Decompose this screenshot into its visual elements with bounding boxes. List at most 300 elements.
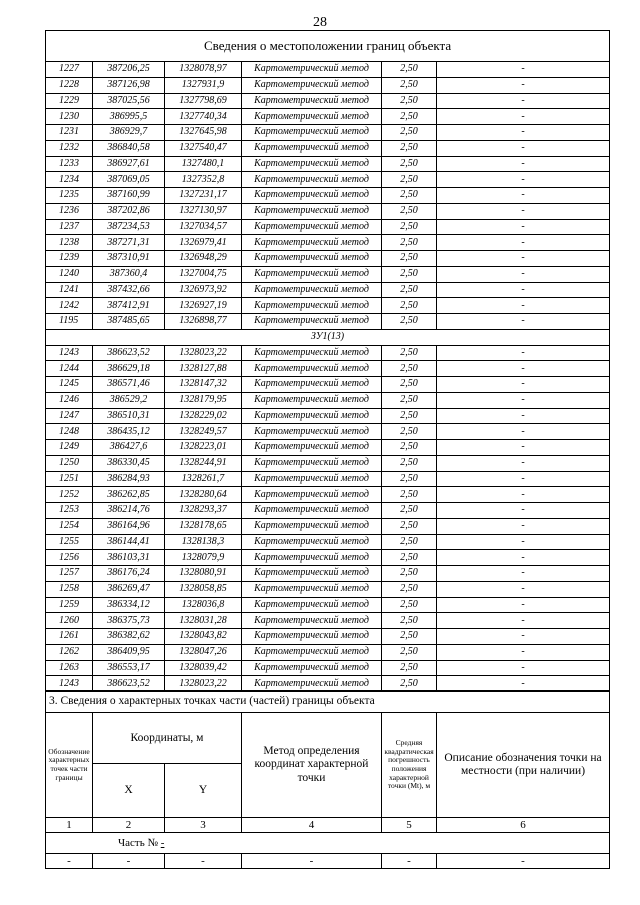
accuracy-cell: 2,50 <box>382 361 437 377</box>
table-row <box>46 251 610 267</box>
table-row <box>46 660 610 676</box>
description-cell: - <box>437 235 610 251</box>
table-row <box>46 424 610 440</box>
point-number: 1245 <box>46 377 93 393</box>
point-number: 1251 <box>46 471 93 487</box>
coord-y: 1327004,75 <box>165 266 242 282</box>
table-row <box>46 503 610 519</box>
method-cell: Картометрический метод <box>242 62 382 78</box>
part-section-title: 3. Сведения о характерных точках части (частей) границы объекта <box>46 691 610 713</box>
part-label-cell <box>46 833 610 854</box>
coord-y: 1326898,77 <box>165 314 242 330</box>
col-number: 2 <box>93 818 165 833</box>
description-cell: - <box>437 298 610 314</box>
header-x: X <box>93 764 165 818</box>
coord-y: 1327798,69 <box>165 93 242 109</box>
coord-y: 1328078,97 <box>165 62 242 78</box>
method-cell: Картометрический метод <box>242 109 382 125</box>
coord-y: 1328058,85 <box>165 581 242 597</box>
col-number: 6 <box>437 818 610 833</box>
coord-y: 1328080,91 <box>165 566 242 582</box>
point-number: 1240 <box>46 266 93 282</box>
description-cell: - <box>437 77 610 93</box>
coord-y: 1328023,22 <box>165 345 242 361</box>
point-number: 1231 <box>46 125 93 141</box>
accuracy-cell: 2,50 <box>382 660 437 676</box>
description-cell: - <box>437 188 610 204</box>
col-number: 4 <box>242 818 382 833</box>
empty-cell: - <box>46 854 93 869</box>
col-number: 1 <box>46 818 93 833</box>
table-row <box>46 156 610 172</box>
description-cell: - <box>437 676 610 692</box>
coord-y: 1328249,57 <box>165 424 242 440</box>
accuracy-cell: 2,50 <box>382 408 437 424</box>
coord-x: 387432,66 <box>93 282 165 298</box>
method-cell: Картометрический метод <box>242 424 382 440</box>
table-row <box>46 534 610 550</box>
method-cell: Картометрический метод <box>242 298 382 314</box>
method-cell: Картометрический метод <box>242 518 382 534</box>
table-row <box>46 487 610 503</box>
description-cell: - <box>437 361 610 377</box>
table-row <box>46 377 610 393</box>
method-cell: Картометрический метод <box>242 597 382 613</box>
table-row <box>46 361 610 377</box>
coord-y: 1327540,47 <box>165 140 242 156</box>
coord-y: 1328127,88 <box>165 361 242 377</box>
description-cell: - <box>437 377 610 393</box>
coord-y: 1327645,98 <box>165 125 242 141</box>
coord-x: 387234,53 <box>93 219 165 235</box>
point-number: 1247 <box>46 408 93 424</box>
method-cell: Картометрический метод <box>242 550 382 566</box>
description-cell: - <box>437 581 610 597</box>
table-title-row <box>46 31 610 62</box>
description-cell: - <box>437 345 610 361</box>
accuracy-cell: 2,50 <box>382 345 437 361</box>
point-number: 1260 <box>46 613 93 629</box>
description-cell: - <box>437 471 610 487</box>
accuracy-cell: 2,50 <box>382 455 437 471</box>
accuracy-cell: 2,50 <box>382 314 437 330</box>
accuracy-cell: 2,50 <box>382 392 437 408</box>
method-cell: Картометрический метод <box>242 77 382 93</box>
point-number: 1243 <box>46 676 93 692</box>
header-description: Описание обозначения точки на местности (при наличии) <box>437 713 610 818</box>
accuracy-cell: 2,50 <box>382 471 437 487</box>
description-cell: - <box>437 62 610 78</box>
point-number: 1230 <box>46 109 93 125</box>
point-number: 1233 <box>46 156 93 172</box>
description-cell: - <box>437 503 610 519</box>
empty-cell: - <box>437 854 610 869</box>
coord-y: 1328244,91 <box>165 455 242 471</box>
method-cell: Картометрический метод <box>242 503 382 519</box>
col-number: 5 <box>382 818 437 833</box>
accuracy-cell: 2,50 <box>382 235 437 251</box>
coord-x: 386382,62 <box>93 629 165 645</box>
description-cell: - <box>437 613 610 629</box>
coord-x: 387412,91 <box>93 298 165 314</box>
coord-x: 386840,58 <box>93 140 165 156</box>
table-row <box>46 235 610 251</box>
description-cell: - <box>437 550 610 566</box>
coord-x: 387360,4 <box>93 266 165 282</box>
table-row <box>46 203 610 219</box>
method-cell: Картометрический метод <box>242 660 382 676</box>
point-number: 1263 <box>46 660 93 676</box>
point-number: 1243 <box>46 345 93 361</box>
method-cell: Картометрический метод <box>242 455 382 471</box>
description-cell: - <box>437 314 610 330</box>
coord-x: 386409,95 <box>93 644 165 660</box>
coord-x: 386995,5 <box>93 109 165 125</box>
method-cell: Картометрический метод <box>242 251 382 267</box>
table-row <box>46 440 610 456</box>
header-y: Y <box>165 764 242 818</box>
accuracy-cell: 2,50 <box>382 93 437 109</box>
coord-y: 1327352,8 <box>165 172 242 188</box>
coord-x: 386629,18 <box>93 361 165 377</box>
table-row <box>46 518 610 534</box>
description-cell: - <box>437 93 610 109</box>
empty-cell: - <box>165 854 242 869</box>
coord-x: 386269,47 <box>93 581 165 597</box>
method-cell: Картометрический метод <box>242 314 382 330</box>
point-number: 1238 <box>46 235 93 251</box>
coord-y: 1328147,32 <box>165 377 242 393</box>
method-cell: Картометрический метод <box>242 235 382 251</box>
description-cell: - <box>437 109 610 125</box>
method-cell: Картометрический метод <box>242 345 382 361</box>
point-number: 1254 <box>46 518 93 534</box>
accuracy-cell: 2,50 <box>382 109 437 125</box>
coord-x: 386164,96 <box>93 518 165 534</box>
subsection-row <box>46 329 610 345</box>
coord-x: 386427,6 <box>93 440 165 456</box>
accuracy-cell: 2,50 <box>382 140 437 156</box>
table-row <box>46 613 610 629</box>
table-row <box>46 550 610 566</box>
point-number: 1262 <box>46 644 93 660</box>
accuracy-cell: 2,50 <box>382 581 437 597</box>
empty-cell: - <box>242 854 382 869</box>
accuracy-cell: 2,50 <box>382 377 437 393</box>
table-row <box>46 629 610 645</box>
accuracy-cell: 2,50 <box>382 125 437 141</box>
coord-y: 1328178,65 <box>165 518 242 534</box>
method-cell: Картометрический метод <box>242 203 382 219</box>
point-number: 1249 <box>46 440 93 456</box>
description-cell: - <box>437 203 610 219</box>
description-cell: - <box>437 266 610 282</box>
method-cell: Картометрический метод <box>242 125 382 141</box>
method-cell: Картометрический метод <box>242 581 382 597</box>
description-cell: - <box>437 597 610 613</box>
table-row <box>46 62 610 78</box>
method-cell: Картометрический метод <box>242 282 382 298</box>
coord-x: 387202,86 <box>93 203 165 219</box>
accuracy-cell: 2,50 <box>382 172 437 188</box>
part-title-row <box>46 691 610 713</box>
method-cell: Картометрический метод <box>242 566 382 582</box>
accuracy-cell: 2,50 <box>382 424 437 440</box>
point-number: 1232 <box>46 140 93 156</box>
coord-x: 386623,52 <box>93 676 165 692</box>
coord-x: 386510,31 <box>93 408 165 424</box>
point-number: 1242 <box>46 298 93 314</box>
table-row <box>46 266 610 282</box>
coord-x: 387025,56 <box>93 93 165 109</box>
coord-x: 387310,91 <box>93 251 165 267</box>
point-number: 1250 <box>46 455 93 471</box>
coord-y: 1328179,95 <box>165 392 242 408</box>
coord-x: 386375,73 <box>93 613 165 629</box>
coord-x: 386176,24 <box>93 566 165 582</box>
description-cell: - <box>437 518 610 534</box>
coord-y: 1327130,97 <box>165 203 242 219</box>
point-number: 1228 <box>46 77 93 93</box>
coord-y: 1327740,34 <box>165 109 242 125</box>
method-cell: Картометрический метод <box>242 219 382 235</box>
method-cell: Картометрический метод <box>242 629 382 645</box>
coord-x: 386553,17 <box>93 660 165 676</box>
table-row <box>46 188 610 204</box>
boundary-points-table <box>45 30 610 692</box>
table-row <box>46 93 610 109</box>
header-method: Метод определения координат характерной точки <box>242 713 382 818</box>
accuracy-cell: 2,50 <box>382 518 437 534</box>
accuracy-cell: 2,50 <box>382 644 437 660</box>
accuracy-cell: 2,50 <box>382 188 437 204</box>
method-cell: Картометрический метод <box>242 266 382 282</box>
coord-x: 386927,61 <box>93 156 165 172</box>
coord-x: 387485,65 <box>93 314 165 330</box>
accuracy-cell: 2,50 <box>382 676 437 692</box>
point-number: 1259 <box>46 597 93 613</box>
description-cell: - <box>437 172 610 188</box>
part-label: Часть № <box>118 836 158 849</box>
coord-x: 386334,12 <box>93 597 165 613</box>
accuracy-cell: 2,50 <box>382 487 437 503</box>
method-cell: Картометрический метод <box>242 361 382 377</box>
point-number: 1236 <box>46 203 93 219</box>
empty-cell: - <box>382 854 437 869</box>
method-cell: Картометрический метод <box>242 408 382 424</box>
table-row <box>46 282 610 298</box>
method-cell: Картометрический метод <box>242 487 382 503</box>
description-cell: - <box>437 282 610 298</box>
method-cell: Картометрический метод <box>242 534 382 550</box>
description-cell: - <box>437 660 610 676</box>
part-number: - <box>160 836 165 849</box>
description-cell: - <box>437 392 610 408</box>
point-number: 1261 <box>46 629 93 645</box>
table-row <box>46 392 610 408</box>
table-row <box>46 471 610 487</box>
coord-y: 1328280,64 <box>165 487 242 503</box>
description-cell: - <box>437 125 610 141</box>
coord-x: 386623,52 <box>93 345 165 361</box>
accuracy-cell: 2,50 <box>382 440 437 456</box>
table-row <box>46 125 610 141</box>
method-cell: Картометрический метод <box>242 377 382 393</box>
table-row <box>46 455 610 471</box>
point-number: 1239 <box>46 251 93 267</box>
coord-x: 387069,05 <box>93 172 165 188</box>
coord-y: 1328229,02 <box>165 408 242 424</box>
description-cell: - <box>437 251 610 267</box>
point-number: 1246 <box>46 392 93 408</box>
coord-x: 386144,41 <box>93 534 165 550</box>
coord-y: 1328261,7 <box>165 471 242 487</box>
accuracy-cell: 2,50 <box>382 597 437 613</box>
accuracy-cell: 2,50 <box>382 156 437 172</box>
method-cell: Картометрический метод <box>242 172 382 188</box>
coord-x: 386529,2 <box>93 392 165 408</box>
description-cell: - <box>437 140 610 156</box>
method-cell: Картометрический метод <box>242 140 382 156</box>
header-point-designation: Обозначение характерных точек части границы <box>46 713 93 818</box>
coord-x: 386571,46 <box>93 377 165 393</box>
point-number: 1241 <box>46 282 93 298</box>
coord-y: 1326979,41 <box>165 235 242 251</box>
coord-y: 1328223,01 <box>165 440 242 456</box>
description-cell: - <box>437 440 610 456</box>
table-row <box>46 581 610 597</box>
subsection-label: ЗУ1(13) <box>46 329 610 345</box>
coord-x: 386214,76 <box>93 503 165 519</box>
accuracy-cell: 2,50 <box>382 629 437 645</box>
accuracy-cell: 2,50 <box>382 566 437 582</box>
point-number: 1256 <box>46 550 93 566</box>
coord-y: 1328039,42 <box>165 660 242 676</box>
coord-x: 386103,31 <box>93 550 165 566</box>
table-row <box>46 597 610 613</box>
table-row <box>46 140 610 156</box>
coord-x: 387271,31 <box>93 235 165 251</box>
description-cell: - <box>437 408 610 424</box>
table-row <box>46 219 610 235</box>
point-number: 1257 <box>46 566 93 582</box>
table-row <box>46 77 610 93</box>
coord-y: 1328043,82 <box>165 629 242 645</box>
table-row <box>46 109 610 125</box>
empty-cell: - <box>93 854 165 869</box>
point-number: 1253 <box>46 503 93 519</box>
header-coordinates: Координаты, м <box>93 713 242 764</box>
coord-y: 1327231,17 <box>165 188 242 204</box>
accuracy-cell: 2,50 <box>382 503 437 519</box>
description-cell: - <box>437 534 610 550</box>
description-cell: - <box>437 487 610 503</box>
method-cell: Картометрический метод <box>242 613 382 629</box>
point-number: 1234 <box>46 172 93 188</box>
part-empty-row <box>46 854 610 869</box>
coord-y: 1328023,22 <box>165 676 242 692</box>
table-row <box>46 172 610 188</box>
accuracy-cell: 2,50 <box>382 298 437 314</box>
method-cell: Картометрический метод <box>242 392 382 408</box>
coord-x: 387126,98 <box>93 77 165 93</box>
point-number: 1244 <box>46 361 93 377</box>
coord-y: 1326973,92 <box>165 282 242 298</box>
table-row <box>46 345 610 361</box>
table-row <box>46 298 610 314</box>
accuracy-cell: 2,50 <box>382 282 437 298</box>
method-cell: Картометрический метод <box>242 440 382 456</box>
point-number: 1237 <box>46 219 93 235</box>
point-number: 1252 <box>46 487 93 503</box>
description-cell: - <box>437 156 610 172</box>
part-label-row <box>46 833 610 854</box>
point-number: 1235 <box>46 188 93 204</box>
coord-x: 386435,12 <box>93 424 165 440</box>
coord-x: 386284,93 <box>93 471 165 487</box>
coord-x: 386330,45 <box>93 455 165 471</box>
coord-y: 1328138,3 <box>165 534 242 550</box>
page-number: 28 <box>313 15 327 30</box>
accuracy-cell: 2,50 <box>382 266 437 282</box>
accuracy-cell: 2,50 <box>382 534 437 550</box>
coord-y: 1328036,8 <box>165 597 242 613</box>
point-number: 1258 <box>46 581 93 597</box>
coord-x: 387206,25 <box>93 62 165 78</box>
point-number: 1227 <box>46 62 93 78</box>
table-row <box>46 314 610 330</box>
header-accuracy: Средняя квадратическая погрешность положения характерной точки (Mt), м <box>382 713 437 818</box>
coord-y: 1328293,37 <box>165 503 242 519</box>
section-title: Сведения о местоположении границ объекта <box>46 31 610 62</box>
column-numbers-row <box>46 818 610 833</box>
accuracy-cell: 2,50 <box>382 251 437 267</box>
method-cell: Картометрический метод <box>242 676 382 692</box>
coord-x: 386929,7 <box>93 125 165 141</box>
accuracy-cell: 2,50 <box>382 62 437 78</box>
description-cell: - <box>437 455 610 471</box>
table-row <box>46 566 610 582</box>
description-cell: - <box>437 219 610 235</box>
point-number: 1229 <box>46 93 93 109</box>
part-points-table <box>45 690 610 869</box>
point-number: 1255 <box>46 534 93 550</box>
coord-y: 1328031,28 <box>165 613 242 629</box>
coord-y: 1327034,57 <box>165 219 242 235</box>
coord-y: 1326948,29 <box>165 251 242 267</box>
point-number: 1195 <box>46 314 93 330</box>
accuracy-cell: 2,50 <box>382 203 437 219</box>
method-cell: Картометрический метод <box>242 188 382 204</box>
description-cell: - <box>437 424 610 440</box>
description-cell: - <box>437 644 610 660</box>
description-cell: - <box>437 566 610 582</box>
coord-y: 1327931,9 <box>165 77 242 93</box>
coord-y: 1327480,1 <box>165 156 242 172</box>
accuracy-cell: 2,50 <box>382 77 437 93</box>
coord-x: 386262,85 <box>93 487 165 503</box>
point-number: 1248 <box>46 424 93 440</box>
method-cell: Картометрический метод <box>242 93 382 109</box>
coord-y: 1326927,19 <box>165 298 242 314</box>
table-row <box>46 644 610 660</box>
coord-x: 387160,99 <box>93 188 165 204</box>
accuracy-cell: 2,50 <box>382 550 437 566</box>
accuracy-cell: 2,50 <box>382 613 437 629</box>
method-cell: Картометрический метод <box>242 471 382 487</box>
part-header-row-1 <box>46 713 610 764</box>
method-cell: Картометрический метод <box>242 156 382 172</box>
